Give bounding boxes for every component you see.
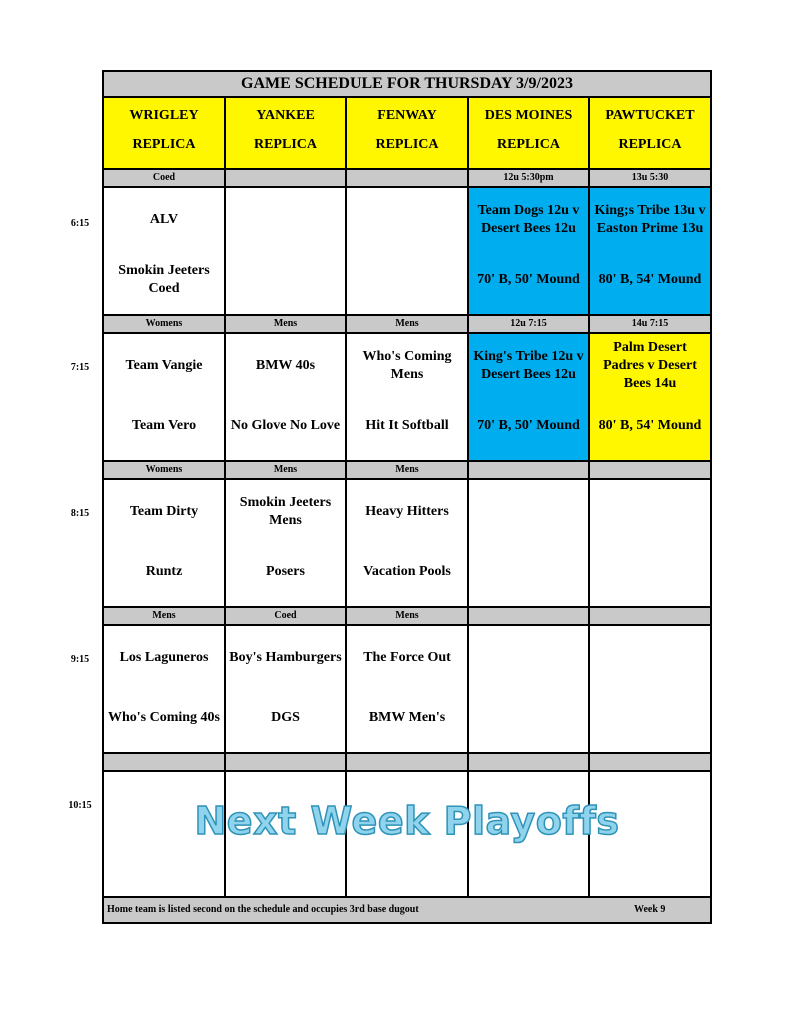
division-label xyxy=(469,754,590,772)
time-label: 8:15 xyxy=(70,508,90,519)
division-label: Mens xyxy=(347,608,469,626)
field-sub: REPLICA xyxy=(496,137,560,152)
team-top xyxy=(590,484,710,540)
time-label: 7:15 xyxy=(70,362,90,373)
youth-game-cell xyxy=(469,334,590,462)
field-dimensions: 80' B, 54' Mound xyxy=(598,272,702,287)
time-label: 10:15 xyxy=(68,800,92,811)
team-top xyxy=(226,192,345,248)
division-label xyxy=(469,462,590,480)
game-cell xyxy=(104,626,226,754)
team-bottom: Posers xyxy=(266,564,305,579)
game-cell xyxy=(347,480,469,608)
field-sub: REPLICA xyxy=(375,137,439,152)
schedule-title: GAME SCHEDULE FOR THURSDAY 3/9/2023 xyxy=(104,72,710,98)
playoffs-banner: Next Week Playoffs xyxy=(194,799,620,843)
division-label: Coed xyxy=(104,170,226,188)
team-top: Team Dirty xyxy=(129,504,199,519)
field-name: WRIGLEY xyxy=(129,108,199,123)
youth-game-cell xyxy=(469,188,590,316)
field-name: DES MOINES xyxy=(484,108,573,123)
division-label: 12u 5:30pm xyxy=(469,170,590,188)
field-name: YANKEE xyxy=(256,108,315,123)
division-label xyxy=(226,754,347,772)
team-bottom: Vacation Pools xyxy=(363,564,451,579)
game-cell xyxy=(469,480,590,608)
youth-game-cell xyxy=(590,188,710,316)
division-label: Mens xyxy=(104,608,226,626)
division-label: 12u 7:15 xyxy=(469,316,590,334)
game-cell xyxy=(590,480,710,608)
division-label xyxy=(347,754,469,772)
team-bottom: Hit It Softball xyxy=(365,418,449,433)
field-sub: REPLICA xyxy=(132,137,196,152)
matchup: King's Tribe 12u v Desert Bees 12u xyxy=(473,349,584,382)
field-header-yankee xyxy=(226,98,347,170)
division-label: 14u 7:15 xyxy=(590,316,710,334)
game-cell xyxy=(226,626,347,754)
team-top xyxy=(590,630,710,686)
team-bottom: BMW Men's xyxy=(368,710,446,725)
game-cell xyxy=(347,334,469,462)
field-header-fenway xyxy=(347,98,469,170)
team-bottom: Who's Coming 40s xyxy=(107,710,221,725)
team-bottom xyxy=(469,546,588,598)
game-cell xyxy=(226,334,347,462)
schedule-table xyxy=(102,70,712,924)
game-cell xyxy=(347,626,469,754)
team-bottom xyxy=(590,692,710,744)
division-label xyxy=(590,462,710,480)
matchup: Palm Desert Padres v Desert Bees 14u xyxy=(603,340,697,391)
team-top: Los Laguneros xyxy=(119,650,209,665)
team-top: Smokin Jeeters Mens xyxy=(239,495,332,528)
time-label: 9:15 xyxy=(70,654,90,665)
game-cell xyxy=(226,188,347,316)
field-sub: REPLICA xyxy=(253,137,317,152)
game-cell xyxy=(104,480,226,608)
schedule-footer xyxy=(104,896,710,922)
team-bottom xyxy=(590,546,710,598)
division-label: 13u 5:30 xyxy=(590,170,710,188)
home-team-note: Home team is listed second on the schedule and occupies 3rd base dugout xyxy=(107,904,419,915)
team-bottom: DGS xyxy=(271,710,300,725)
team-top: Heavy Hitters xyxy=(365,504,449,519)
division-label: Womens xyxy=(104,316,226,334)
game-cell xyxy=(590,626,710,754)
division-label: Coed xyxy=(226,608,347,626)
field-header-des-moines xyxy=(469,98,590,170)
team-bottom: Smokin Jeeters Coed xyxy=(118,263,210,296)
team-bottom: Runtz xyxy=(145,564,183,579)
team-top: ALV xyxy=(149,212,179,227)
division-label xyxy=(590,754,710,772)
division-label: Mens xyxy=(347,316,469,334)
field-sub: REPLICA xyxy=(618,137,682,152)
matchup: King;s Tribe 13u v Easton Prime 13u xyxy=(594,203,706,236)
team-top: BMW 40s xyxy=(255,358,316,373)
division-label: Mens xyxy=(226,316,347,334)
team-bottom: No Glove No Love xyxy=(230,418,341,433)
division-label xyxy=(590,608,710,626)
field-header-wrigley xyxy=(104,98,226,170)
division-label: Mens xyxy=(226,462,347,480)
field-name: PAWTUCKET xyxy=(605,108,695,123)
team-bottom xyxy=(469,692,588,744)
team-top: Who's Coming Mens xyxy=(362,349,452,382)
youth-game-cell xyxy=(590,334,710,462)
division-label xyxy=(469,608,590,626)
game-cell xyxy=(347,188,469,316)
division-label: Womens xyxy=(104,462,226,480)
division-label: Mens xyxy=(347,462,469,480)
field-dimensions: 80' B, 54' Mound xyxy=(598,418,702,433)
team-top: The Force Out xyxy=(363,650,451,665)
field-dimensions: 70' B, 50' Mound xyxy=(477,272,580,287)
matchup: Team Dogs 12u v Desert Bees 12u xyxy=(477,203,580,236)
field-name: FENWAY xyxy=(377,108,437,123)
game-cell xyxy=(104,188,226,316)
field-dimensions: 70' B, 50' Mound xyxy=(477,418,580,433)
time-label: 6:15 xyxy=(70,218,90,229)
division-label xyxy=(104,754,226,772)
team-top: Team Vangie xyxy=(125,358,203,373)
team-top xyxy=(469,484,588,540)
game-cell xyxy=(469,626,590,754)
division-label xyxy=(347,170,469,188)
team-bottom: Team Vero xyxy=(131,418,197,433)
game-cell xyxy=(226,480,347,608)
game-cell xyxy=(104,334,226,462)
team-bottom xyxy=(347,254,467,306)
field-header-pawtucket xyxy=(590,98,710,170)
team-top: Boy's Hamburgers xyxy=(229,650,342,665)
week-label: Week 9 xyxy=(634,904,666,915)
team-top xyxy=(347,192,467,248)
division-label xyxy=(226,170,347,188)
team-top xyxy=(469,630,588,686)
team-bottom xyxy=(226,254,345,306)
